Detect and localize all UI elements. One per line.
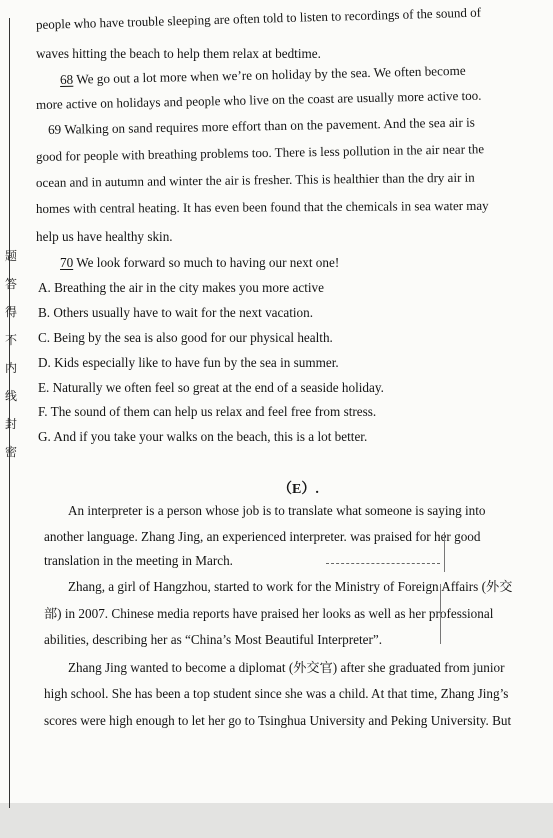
- vertical-mark: [444, 532, 445, 572]
- passage-e-line: translation in the meeting in March.: [44, 553, 233, 568]
- passage-line: 70 We look forward so much to having our next one!: [60, 255, 340, 270]
- margin-char: 得: [4, 305, 17, 319]
- option-e: E. Naturally we often feel so great at the end of a seaside holiday.: [38, 380, 384, 395]
- passage-e-line: scores were high enough to let her go to Tsinghua University and Peking University. But: [44, 713, 512, 728]
- passage-e-line: Zhang Jing wanted to become a diplomat (外交官) after she graduated from junior: [68, 660, 505, 675]
- margin-char: 封: [4, 417, 17, 431]
- passage-line: homes with central heating. It has even been found that the chemicals in sea water may: [35, 197, 489, 216]
- passage-e-line: Zhang, a girl of Hangzhou, started to work for the Ministry of Foreign Affairs (外交: [68, 579, 513, 594]
- option-a: A. Breathing the air in the city makes you more active: [38, 280, 325, 295]
- passage-e-line: 部) in 2007. Chinese media reports have praised her looks as well as her professional: [44, 606, 494, 621]
- passage-line: ocean and in autumn and winter the air is fresher. This is healthier than the dry air in: [35, 169, 475, 190]
- passage-line: help us have healthy skin.: [36, 229, 173, 244]
- margin-char: 题: [4, 249, 17, 263]
- margin-char: 密: [4, 445, 17, 459]
- passage-line: 68 We go out a lot more when we’re on holiday by the sea. We often become: [59, 62, 466, 87]
- page-bottom-edge: [0, 803, 553, 838]
- passage-e-line: another language. Zhang Jing, an experienced interpreter. was praised for her good: [44, 529, 481, 544]
- option-g: G. And if you take your walks on the beach, this is a lot better.: [38, 429, 368, 444]
- passage-e-line: abilities, describing her as “China’s Most Beautiful Interpreter”.: [44, 632, 383, 647]
- option-b: B. Others usually have to wait for the next vacation.: [38, 305, 314, 320]
- section-title: （E）.: [278, 482, 319, 497]
- vertical-mark: [440, 584, 441, 644]
- margin-char: 线: [4, 389, 17, 403]
- passage-e-line: high school. She has been a top student since she was a child. At that time, Zhang Jing’s: [44, 686, 509, 701]
- binding-margin-label: [2, 250, 20, 474]
- margin-char: 内: [4, 361, 17, 375]
- dashed-mark: [326, 563, 440, 564]
- passage-line: waves hitting the beach to help them relax at bedtime.: [36, 46, 321, 61]
- passage-line-blank-69: 69 Walking on sand requires more effort than on the pavement. And the sea air is: [47, 114, 475, 137]
- passage-line: people who have trouble sleeping are often told to listen to recordings of the sound of: [35, 4, 482, 32]
- answer-blank-70[interactable]: 70: [60, 255, 74, 270]
- passage-line: more active on holidays and people who live on the coast are usually more active too.: [35, 87, 482, 112]
- passage-e-line: An interpreter is a person whose job is to translate what someone is saying into: [68, 503, 486, 518]
- margin-char: 答: [4, 277, 17, 291]
- option-f: F. The sound of them can help us relax and feel free from stress.: [38, 404, 377, 419]
- option-c: C. Being by the sea is also good for our physical health.: [38, 330, 333, 345]
- answer-blank-68[interactable]: 68: [59, 71, 74, 87]
- passage-line: good for people with breathing problems too. There is less pollution in the air near the: [35, 141, 485, 164]
- option-d: D. Kids especially like to have fun by the sea in summer.: [38, 355, 339, 370]
- margin-char: 不: [4, 333, 17, 347]
